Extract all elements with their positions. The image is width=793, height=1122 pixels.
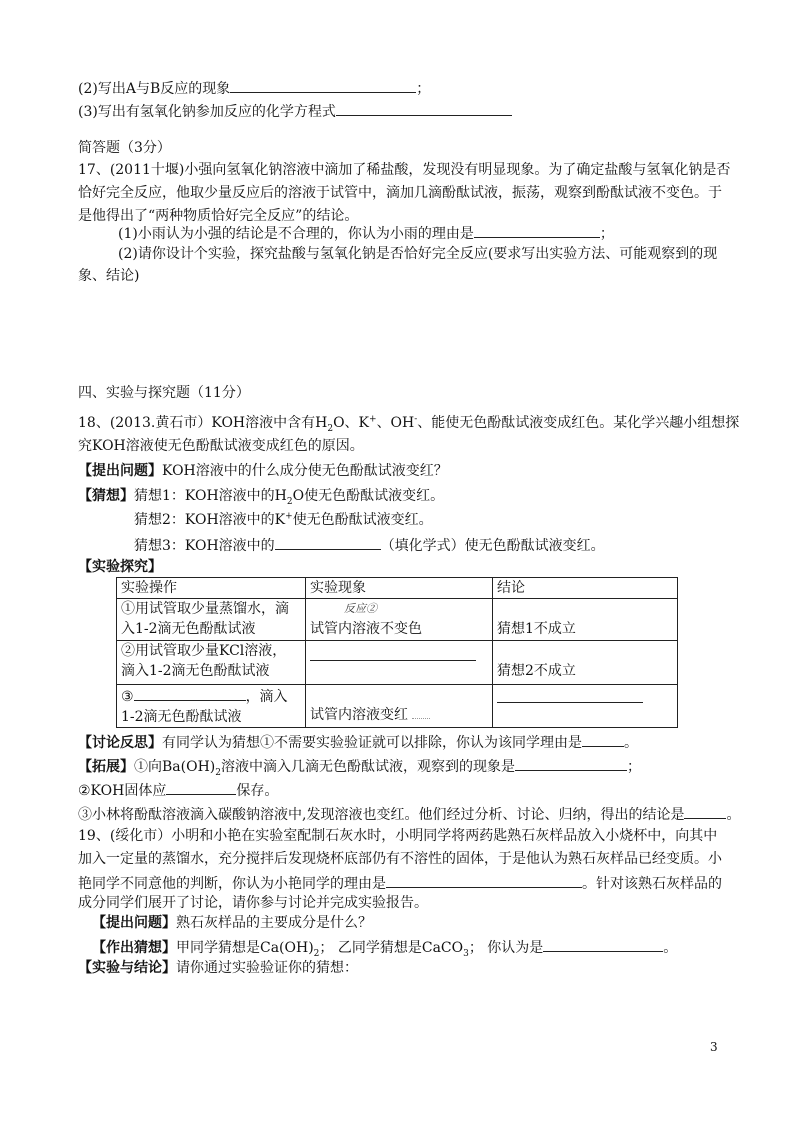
answer-blank[interactable]: [386, 872, 582, 888]
answer-blank[interactable]: [474, 222, 600, 238]
table-row: [117, 599, 678, 641]
q16-line3: (3)写出有氢氧化钠参加反应的化学方程式: [78, 100, 512, 122]
answer-blank[interactable]: [543, 936, 663, 952]
q17-sub2-cont: 象、结论): [78, 268, 140, 284]
q18-guess2: 猜想2：KOH溶液中的K+使无色酚酞试液变红。: [134, 511, 433, 528]
experiment-table: [116, 577, 678, 728]
answer-blank[interactable]: [310, 645, 476, 661]
q18-extension2: ②KOH固体应 保存。: [78, 779, 278, 801]
table-cell: 试管内溶液变红: [306, 685, 493, 728]
answer-blank[interactable]: [230, 77, 416, 93]
section-title: 四、实验与探究题（11分）: [78, 385, 250, 401]
table-header: 结论: [493, 578, 678, 599]
handwritten-mark: [412, 718, 430, 719]
q18-line1: 18、(2013.黄石市）KOH溶液中含有$H_2O$、K+、OH-、能使无色酚酞试液变成红色。某化学兴趣小组想探: [78, 414, 740, 434]
q18-guess3: 猜想3：KOH溶液中的 （填化学式）使无色酚酞试液变红。: [134, 534, 605, 556]
section-title: 简答题（3分）: [78, 140, 171, 156]
q17-line2: 恰好完全反应，他取少量反应后的溶液于试管中，滴加几滴酚酞试液，振荡，观察到酚酞试液不变色。于: [78, 185, 722, 201]
table-cell: ①用试管取少量蒸馏水，滴 入1-2滴无色酚酞试液: [117, 599, 306, 641]
table-cell: [493, 685, 678, 728]
table-cell: 反应② 试管内溶液不变色: [306, 599, 493, 641]
answer-blank[interactable]: [684, 803, 726, 819]
answer-blank[interactable]: [275, 534, 381, 550]
q19-line4: 成分同学们展开了讨论，请你参与讨论并完成实验报告。: [78, 895, 428, 911]
table-cell: 猜想1不成立: [493, 599, 678, 641]
q18-line2: 究KOH溶液使无色酚酞试液变成红色的原因。: [78, 438, 364, 454]
q19-conclusion: 【实验与结论】请你通过实验验证你的猜想：: [78, 960, 358, 976]
q18-exp-label: 【实验探究】: [78, 559, 162, 575]
table-row: [117, 685, 678, 728]
table-header: 实验现象: [306, 578, 493, 599]
q17-line3: 是他得出了“两种物质恰好完全反应”的结论。: [78, 208, 359, 224]
table-header-row: [117, 578, 678, 599]
q18-extension3: ③小林将酚酞溶液滴入碳酸钠溶液中,发现溶液也变红。他们经过分析、讨论、归纳，得出的结论是 。: [78, 803, 740, 825]
table-cell: 猜想2不成立: [493, 641, 678, 685]
table-header: 实验操作: [117, 578, 306, 599]
q18-guess1: 【猜想】猜想1：KOH溶液中的$H_2O$使无色酚酞试液变红。: [78, 488, 445, 507]
q19-question: 【提出问题】熟石灰样品的主要成分是什么？: [92, 915, 372, 931]
handwritten-note: 反应②: [344, 602, 377, 615]
answer-blank[interactable]: [515, 755, 627, 771]
answer-blank[interactable]: [497, 687, 643, 703]
answer-blank[interactable]: [336, 100, 512, 116]
q19-line2: 加入一定量的蒸馏水，充分搅拌后发现烧杯底部仍有不溶性的固体，于是他认为熟石灰样品已经变质。小: [78, 851, 722, 867]
table-row: [117, 641, 678, 685]
table-cell: ③ ，滴入 1-2滴无色酚酞试液: [117, 685, 306, 728]
q19-line3: 艳同学不同意他的判断，你认为小艳同学的理由是 。针对该熟石灰样品的: [78, 872, 722, 894]
q16-line2: (2)写出A与B反应的现象 ；: [78, 77, 430, 99]
q17-sub1: (1)小雨认为小强的结论是不合理的，你认为小雨的理由是 ；: [118, 222, 614, 244]
answer-blank[interactable]: [134, 685, 246, 701]
answer-blank[interactable]: [582, 731, 624, 747]
page-number: 3: [710, 1040, 718, 1054]
q18-discussion: 【讨论反思】有同学认为猜想①不需要实验验证就可以排除，你认为该同学理由是 。: [78, 731, 638, 753]
table-cell: [306, 641, 493, 685]
q19-hypothesis: 【作出猜想】甲同学猜想是$Ca(OH)_2$； 乙同学猜想是CaCO$_3$； 你认为是 。: [92, 936, 677, 958]
q17-line1: 17、(2011十堰)小强向氢氧化钠溶液中滴加了稀盐酸，发现没有明显现象。为了确定盐酸与氢氧化钠是否: [78, 162, 731, 178]
q19-line1: 19、(绥化市）小明和小艳在实验室配制石灰水时，小明同学将两药匙熟石灰样品放入小烧杯中，向其中: [78, 828, 718, 844]
q17-sub2: (2)请你设计个实验，探究盐酸与氢氧化钠是否恰好完全反应(要求写出实验方法、可能观察到的现: [118, 246, 718, 262]
answer-blank[interactable]: [166, 779, 236, 795]
table-cell: ②用试管取少量KCl溶液， 滴入1-2滴无色酚酞试液: [117, 641, 306, 685]
q18-extension1: 【拓展】①向$Ba(OH)_2$溶液中滴入几滴无色酚酞试液，观察到的现象是 ；: [78, 755, 641, 777]
q18-question: 【提出问题】KOH溶液中的什么成分使无色酚酞试液变红？: [78, 463, 448, 479]
